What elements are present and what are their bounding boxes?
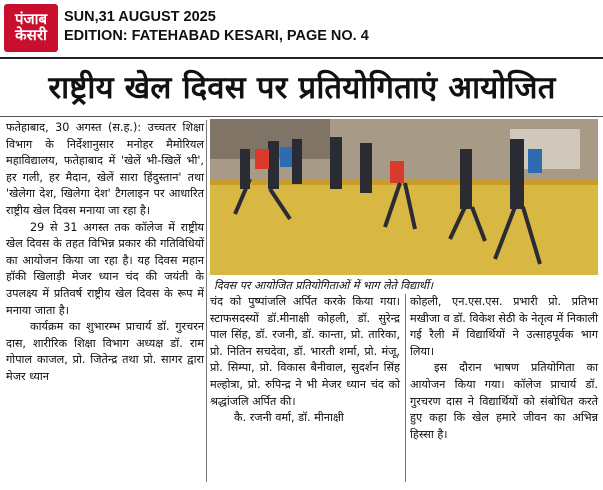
- column-divider: [206, 120, 207, 482]
- article-paragraph: कै. रजनी वर्मा, डॉ. मीनाक्षी: [234, 411, 344, 425]
- article-paragraph: फतेहाबाद, 30 अगस्त (स.ह.): उच्चतर शिक्षा विभाग के निर्देशानुसार मनोहर मैमोरियल महाविद्यालय, फतेहाबाद में 'खेलें भी-खिलें भी', हर गली, हर मैदान, खेलें सारा हिंदुस्तान' तथा 'खेलेगा देश, खिलेगा देश' टैगलाइन पर आधारित राष्ट्रीय खेल दिवस मनाया जा रहा है।: [6, 121, 204, 217]
- newspaper-logo: [4, 4, 58, 52]
- photo-caption: दिवस पर आयोजित प्रतियोगिताओं में भाग लेते विद्यार्थी।: [214, 279, 434, 292]
- publication-date: SUN,31 AUGUST 2025: [64, 9, 216, 25]
- logo-line-2: केसरी: [15, 26, 47, 44]
- article-paragraph: 29 से 31 अगस्त तक कॉलेज में राष्ट्रीय खेल दिवस के तहत विभिन्न प्रकार की गतिविधियों का आयोजन किया जा रहा है। यह दिवस महान हॉकी खिलाड़ी मेजर ध्यान चंद की जयंती के उपलक्ष्य में प्रतिवर्ष राष्ट्रीय खेल दिवस के रूप में मनाया जाता है।: [6, 220, 204, 317]
- photo-kabaddi-scene: [210, 119, 598, 275]
- logo-line-1: पंजाब: [14, 10, 48, 29]
- edition-info: [64, 8, 369, 46]
- article-paragraph: इस दौरान भाषण प्रतियोगिता का आयोजन किया गया। कॉलेज प्राचार्य डॉ. गुरचरण दास ने विद्यार्थियों को संबोधित करते हुए कहा कि खेल हमारे जीवन का अभिन्न हिस्सा है।: [410, 361, 598, 441]
- news-photo: [210, 119, 598, 275]
- article-headline: राष्ट्रीय खेल दिवस पर प्रतियोगिताएं आयोजित: [48, 70, 556, 106]
- article-paragraph: कार्यक्रम का शुभारम्भ प्राचार्य डॉ. गुरचरन दास, शारीरिक शिक्षा विभाग अध्यक्ष डॉ. राम गोपाल काजल, प्रो. जितेन्द्र तथा प्रो. सागर द्वारा मेजर ध्यान: [6, 320, 204, 383]
- article-paragraph: कोहली, एन.एस.एस. प्रभारी प्रो. प्रतिभा मखीजा व डॉ. विकेश सेठी के नेतृत्व में निकाली गई रैली में विद्यार्थियों ने उत्साहपूर्वक भाग लिया।: [410, 295, 598, 358]
- column-divider: [405, 294, 406, 482]
- edition-line: EDITION: FATEHABAD KESARI, PAGE NO. 4: [64, 28, 369, 44]
- article-column-3: [410, 294, 598, 482]
- article-column-2: [210, 294, 400, 482]
- masthead-divider: [0, 57, 603, 59]
- article-column-1: [6, 120, 204, 482]
- headline-divider: [0, 116, 603, 117]
- article-paragraph: चंद को पुष्पांजलि अर्पित करके किया गया।स्टाफसदस्यों डॉ.मीनाक्षी कोहली, डॉ. सुरेन्द्र पाल सिंह, डॉ. रजनी, डॉ. कान्ता, प्रो. तारिका, प्रो. नितिन सचदेवा, डॉ. भारती शर्मा, प्रो. मंजू, प्रो. सिम्पा, प्रो. विकास बैनीवाल, सुदर्शन सिंह मल्होत्रा, प्रो. रुपिन्द्र ने भी मेजर ध्यान चंद को श्रद्धांजलि अर्पित की।: [210, 295, 400, 408]
